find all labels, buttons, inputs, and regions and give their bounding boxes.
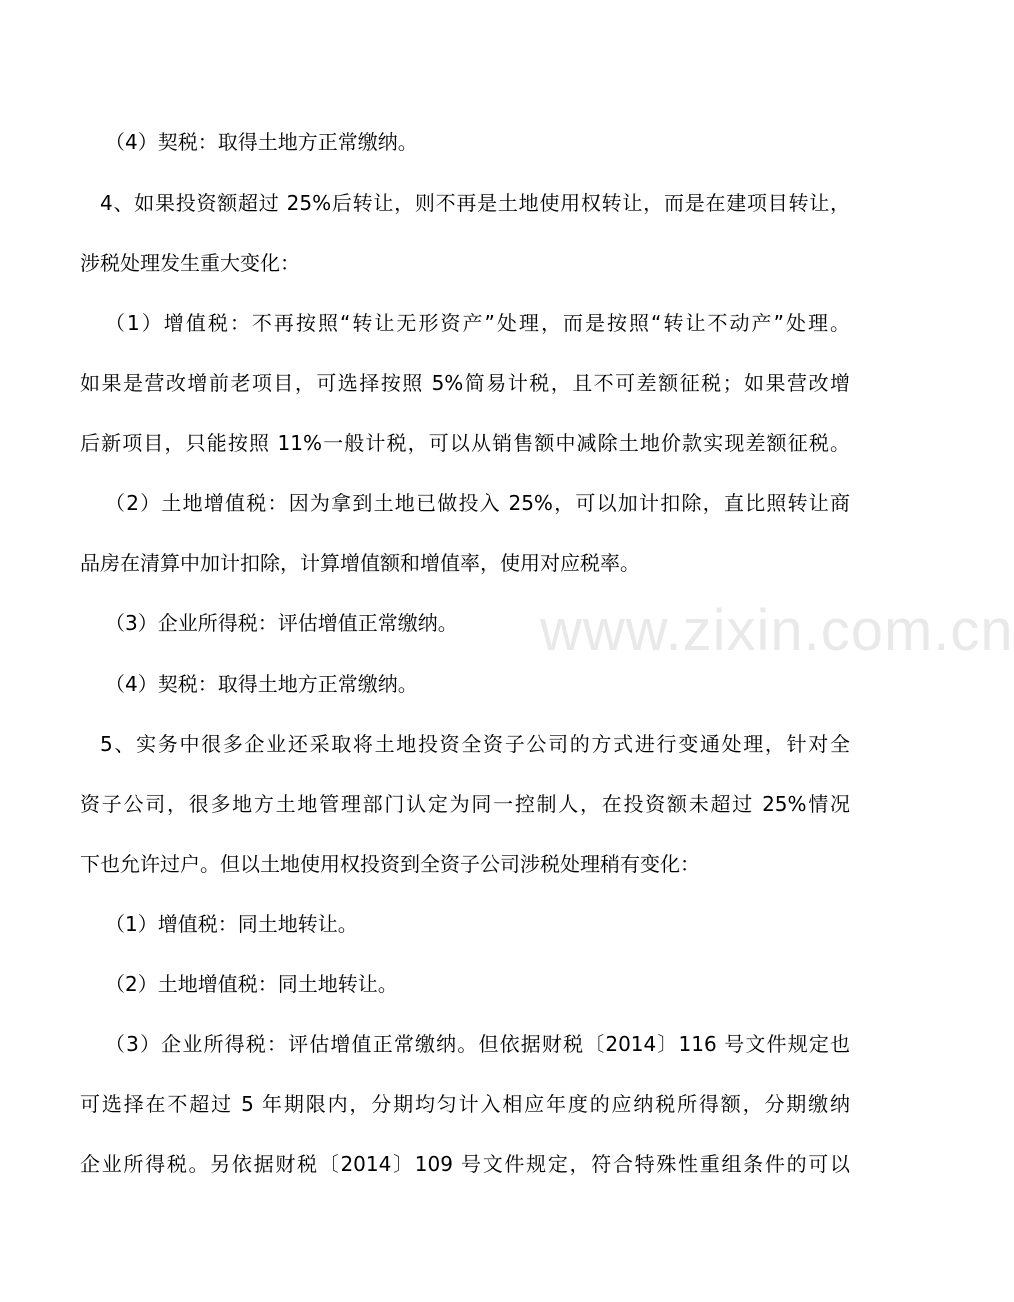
paragraph-line: （2）土地增值税：同土地转让。 <box>105 972 398 996</box>
paragraph-line: 4、如果投资额超过 25%后转让，则不再是土地使用权转让，而是在建项目转让， <box>100 191 850 215</box>
paragraph-line: 后新项目，只能按照 11%一般计税，可以从销售额中减除土地价款实现差额征税。 <box>80 431 850 455</box>
paragraph-line: 下也允许过户。但以土地使用权投资到全资子公司涉税处理稍有变化： <box>80 852 700 876</box>
watermark: www.zixin.com.cn <box>540 598 1014 663</box>
paragraph-line: 涉税处理发生重大变化： <box>80 251 300 275</box>
paragraph-line: （1）增值税：同土地转让。 <box>105 912 358 936</box>
paragraph-line: （4）契税：取得土地方正常缴纳。 <box>105 672 418 696</box>
paragraph-line: 资子公司，很多地方土地管理部门认定为同一控制人，在投资额未超过 25%情况 <box>80 792 850 816</box>
paragraph-line: （4）契税：取得土地方正常缴纳。 <box>105 130 418 154</box>
paragraph-line: （3）企业所得税：评估增值正常缴纳。 <box>105 611 458 635</box>
paragraph-line: （2）土地增值税：因为拿到土地已做投入 25%，可以加计扣除，直比照转让商 <box>105 491 850 515</box>
paragraph-line: 企业所得税。另依据财税〔2014〕109 号文件规定，符合特殊性重组条件的可以 <box>80 1152 850 1176</box>
paragraph-line: 品房在清算中加计扣除，计算增值额和增值率，使用对应税率。 <box>80 551 640 575</box>
paragraph-line: 可选择在不超过 5 年期限内，分期均匀计入相应年度的应纳税所得额，分期缴纳 <box>80 1092 850 1116</box>
paragraph-line: （3）企业所得税：评估增值正常缴纳。但依据财税〔2014〕116 号文件规定也 <box>105 1032 850 1056</box>
paragraph-line: （1）增值税：不再按照“转让无形资产”处理，而是按照“转让不动产”处理。 <box>105 311 850 335</box>
paragraph-line: 5、实务中很多企业还采取将土地投资全资子公司的方式进行变通处理，针对全 <box>100 732 850 756</box>
paragraph-line: 如果是营改增前老项目，可选择按照 5%简易计税，且不可差额征税；如果营改增 <box>80 371 850 395</box>
